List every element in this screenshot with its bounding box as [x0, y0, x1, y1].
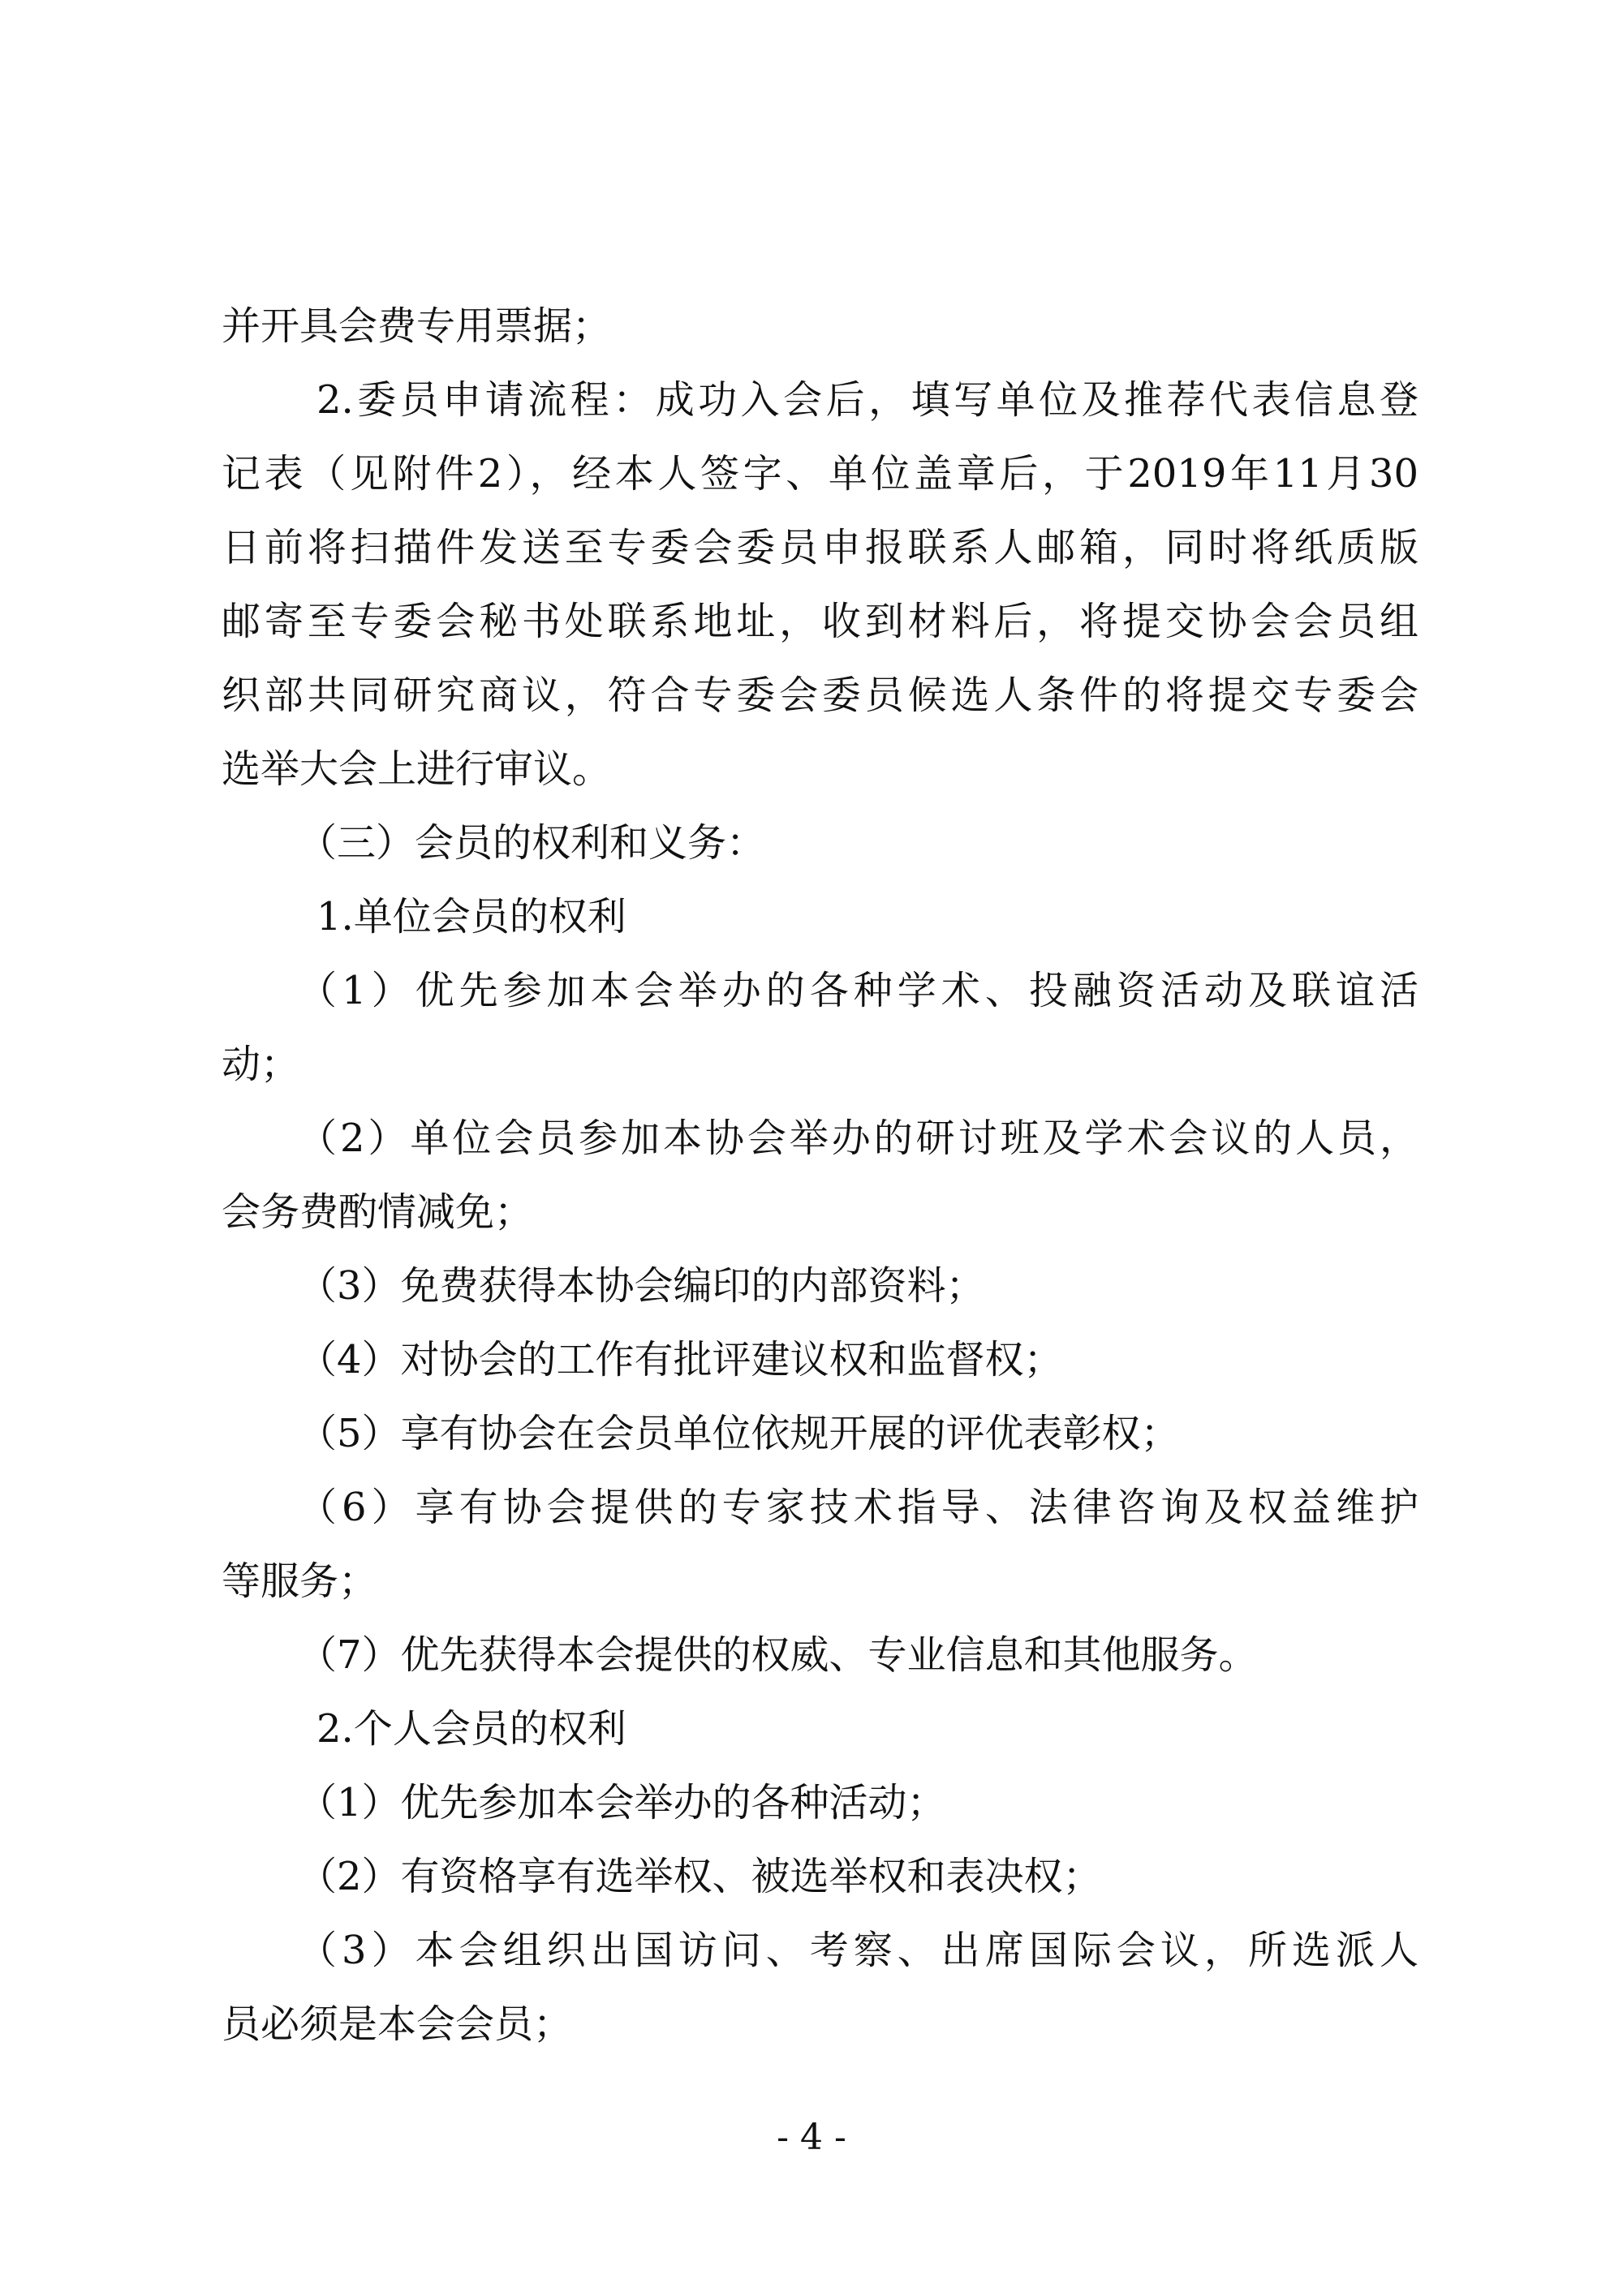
- section-heading: （三）会员的权利和义务：: [298, 820, 766, 866]
- subsection-heading: 1.单位会员的权利: [316, 894, 626, 939]
- text-line: 2.委员申请流程：成功入会后，填写单位及推荐代表信息登: [316, 377, 1419, 423]
- text-line: 织部共同研究商议，符合专委会委员候选人条件的将提交专委会: [222, 673, 1419, 718]
- text-line: 邮寄至专委会秘书处联系地址，收到材料后，将提交协会会员组: [222, 599, 1419, 644]
- list-item: （2）单位会员参加本协会举办的研讨班及学术会议的人员，: [298, 1116, 1419, 1161]
- text-line: 动；: [222, 1042, 300, 1087]
- page-number: - 4 -: [777, 2117, 846, 2158]
- list-item: （3）免费获得本协会编印的内部资料；: [298, 1263, 985, 1309]
- text-line: 员必须是本会会员；: [222, 2001, 573, 2047]
- list-item: （7）优先获得本会提供的权威、专业信息和其他服务。: [298, 1632, 1258, 1678]
- text-line: 会务费酌情减免；: [222, 1189, 534, 1235]
- list-item: （1）优先参加本会举办的各种学术、投融资活动及联谊活: [298, 968, 1419, 1013]
- text-line: 并开具会费专用票据；: [222, 303, 612, 349]
- text-line: 日前将扫描件发送至专委会委员申报联系人邮箱，同时将纸质版: [222, 525, 1419, 570]
- list-item: （5）享有协会在会员单位依规开展的评优表彰权；: [298, 1411, 1180, 1456]
- list-item: （4）对协会的工作有批评建议权和监督权；: [298, 1337, 1063, 1382]
- text-line: 记表（见附件2），经本人签字、单位盖章后，于2019年11月30: [222, 451, 1419, 497]
- text-line: 等服务；: [222, 1559, 378, 1604]
- text-line: 选举大会上进行审议。: [222, 746, 612, 792]
- list-item: （2）有资格享有选举权、被选举权和表决权；: [298, 1854, 1102, 1899]
- list-item: （6）享有协会提供的专家技术指导、法律咨询及权益维护: [298, 1485, 1419, 1530]
- list-item: （3）本会组织出国访问、考察、出席国际会议，所选派人: [298, 1928, 1419, 1973]
- list-item: （1）优先参加本会举办的各种活动；: [298, 1780, 946, 1825]
- subsection-heading: 2.个人会员的权利: [316, 1706, 626, 1752]
